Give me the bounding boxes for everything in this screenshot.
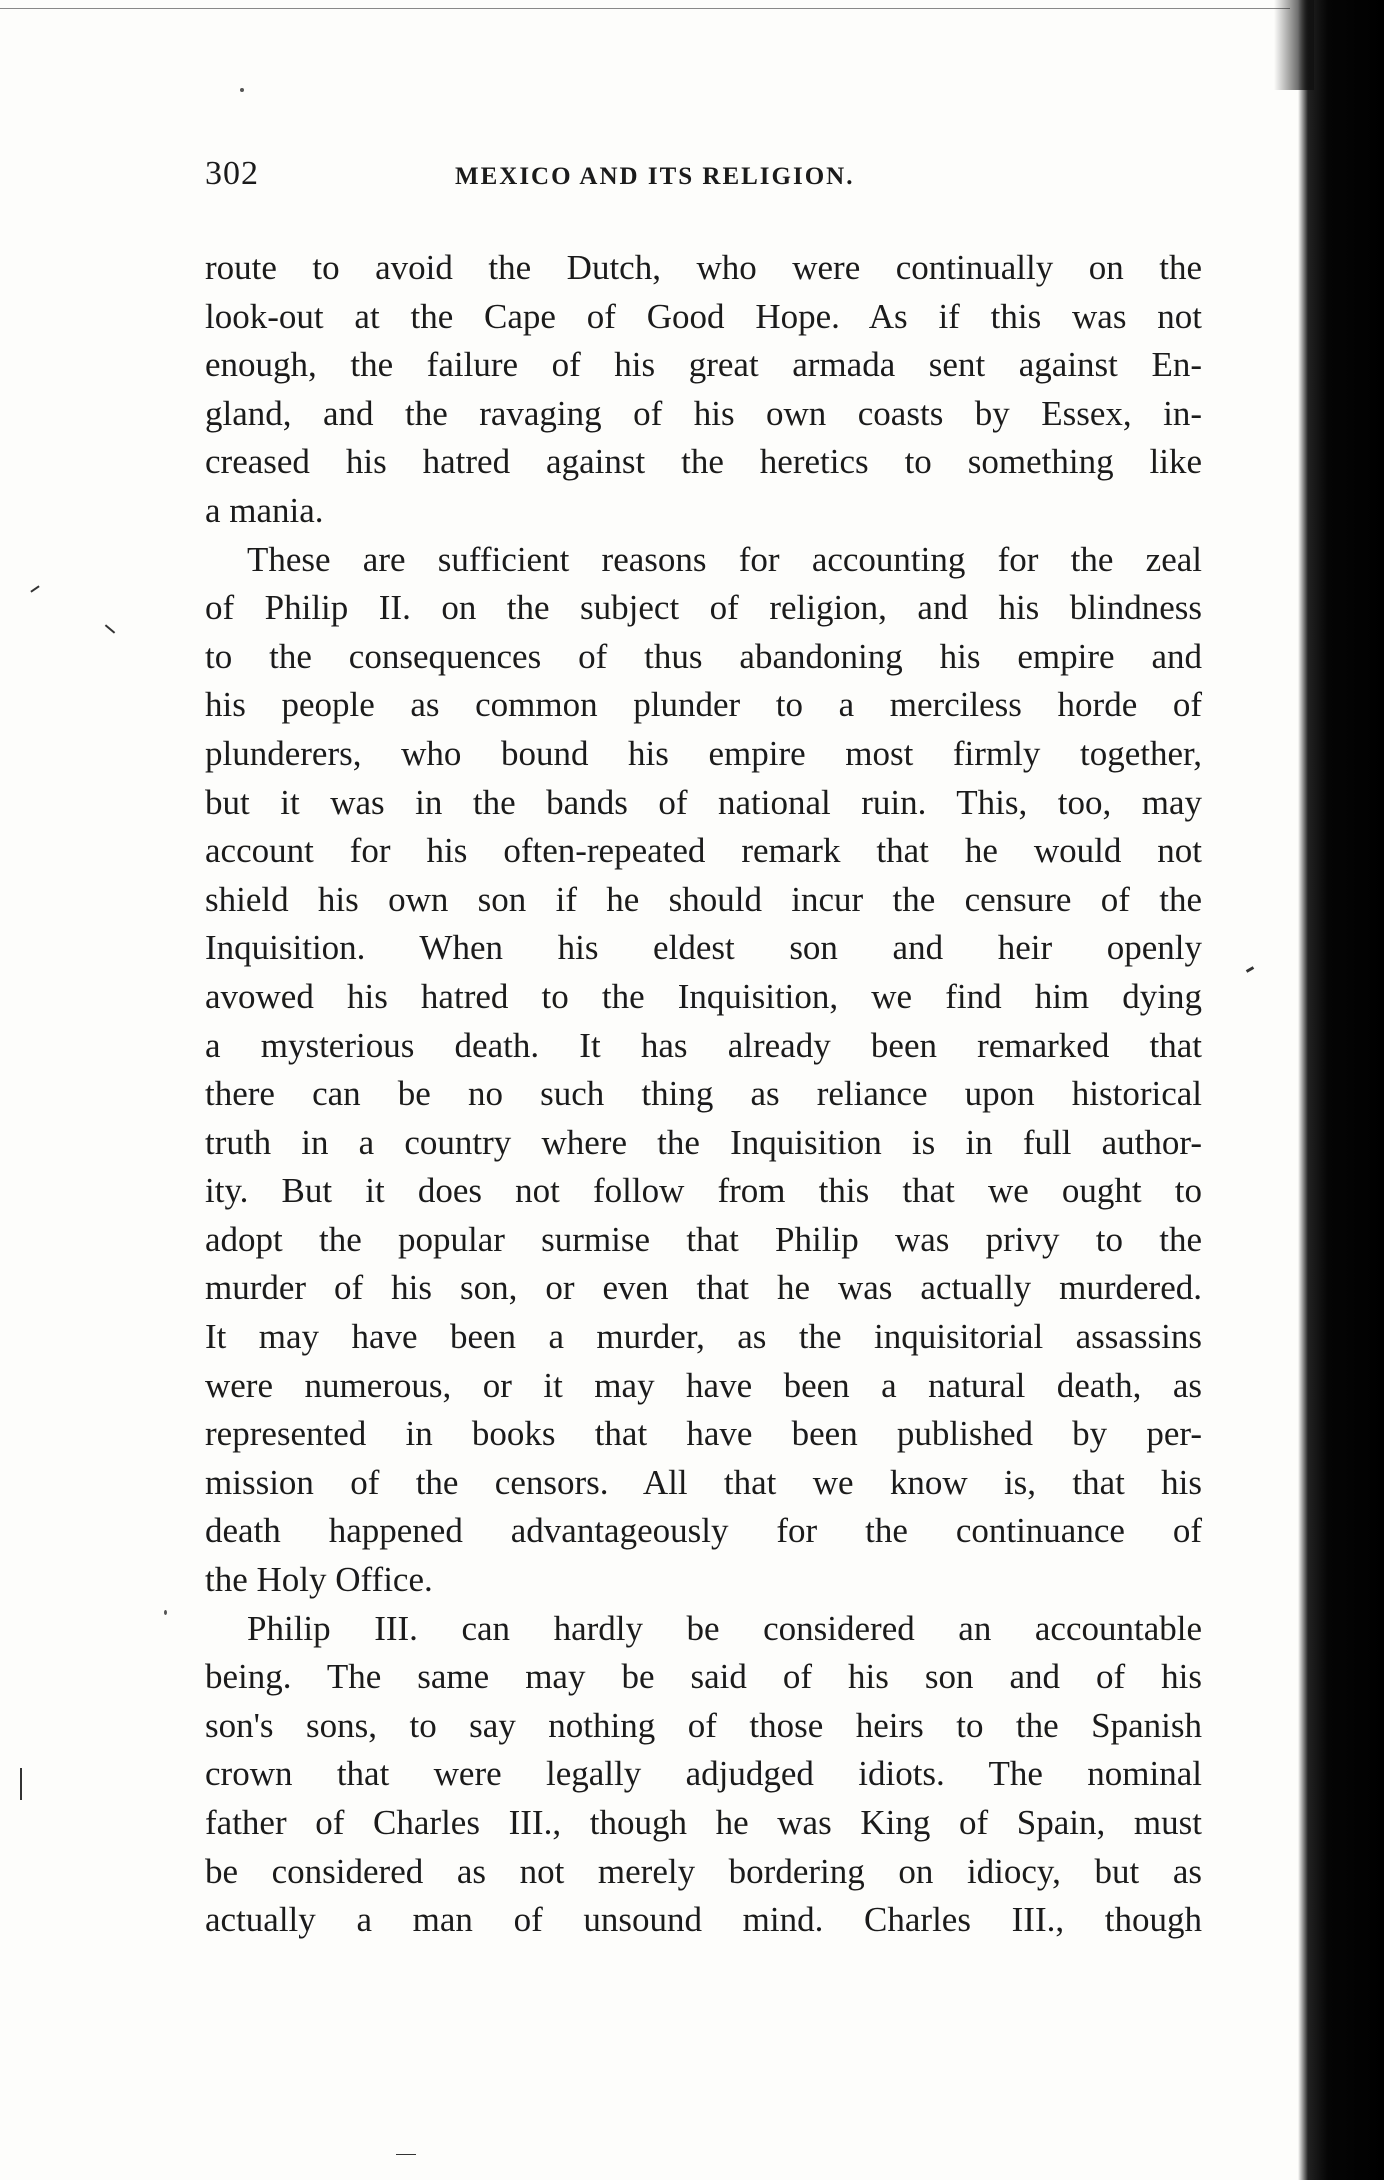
text-line: a mania.: [205, 490, 324, 530]
text-line: Philip III. can hardly be considered an accountable: [247, 1608, 1202, 1648]
binding-edge-shadow-top: [1274, 0, 1314, 90]
text-line: but it was in the bands of national ruin. This, too, may: [205, 782, 1202, 822]
text-line: be considered as not merely bordering on idiocy, but as: [205, 1851, 1202, 1891]
text-line: route to avoid the Dutch, who were continually on the: [205, 248, 1202, 287]
text-line: his people as common plunder to a merciless horde of: [205, 685, 1202, 725]
text-line: look-out at the Cape of Good Hope. As if this was not: [205, 296, 1202, 336]
text-line: represented in books that have been published by per-: [205, 1414, 1202, 1454]
text-line: avowed his hatred to the Inquisition, we find him dying: [205, 976, 1202, 1016]
text-line: were numerous, or it may have been a natural death, as: [205, 1365, 1202, 1405]
text-line: It may have been a murder, as the inquisitorial assassins: [205, 1317, 1202, 1357]
text-line: adopt the popular surmise that Philip was privy to the: [205, 1219, 1202, 1259]
scan-mark: [20, 1768, 22, 1800]
scan-mark: [30, 585, 39, 592]
text-line: death happened advantageously for the continuance of: [205, 1511, 1202, 1551]
text-line: son's sons, to say nothing of those heirs to the Spanish: [205, 1705, 1202, 1745]
scan-mark: [396, 2154, 416, 2155]
body-text: [205, 244, 1202, 1945]
text-line: father of Charles III., though he was King of Spain, must: [205, 1803, 1202, 1842]
text-line: actually a man of unsound mind. Charles III., though: [205, 1900, 1202, 1940]
scan-mark: [1246, 966, 1254, 973]
text-line: These are sufficient reasons for accounting for the zeal: [247, 539, 1202, 579]
text-line: there can be no such thing as reliance upon historical: [205, 1074, 1202, 1114]
running-title: MEXICO AND ITS RELIGION.: [455, 163, 855, 190]
binding-edge-shadow: [1298, 0, 1384, 2180]
text-line: Inquisition. When his eldest son and heir openly: [205, 928, 1202, 968]
text-line: a mysterious death. It has already been remarked that: [205, 1025, 1202, 1065]
running-head: [205, 155, 1205, 199]
text-line: ity. But it does not follow from this that we ought to: [205, 1171, 1202, 1211]
text-line: to the consequences of thus abandoning his empire and: [205, 636, 1202, 676]
text-line: of Philip II. on the subject of religion, and his blindness: [205, 588, 1202, 628]
top-edge-rule: [0, 8, 1290, 9]
text-line: being. The same may be said of his son and of his: [205, 1657, 1202, 1697]
text-line: gland, and the ravaging of his own coasts by Essex, in-: [205, 393, 1202, 433]
text-line: account for his often-repeated remark that he would not: [205, 831, 1202, 871]
text-line: the Holy Office.: [205, 1560, 433, 1600]
text-line: truth in a country where the Inquisition is in full author-: [205, 1122, 1202, 1162]
scan-speck: [164, 1610, 167, 1615]
text-line: enough, the failure of his great armada sent against En-: [205, 345, 1202, 385]
text-line: mission of the censors. All that we know is, that his: [205, 1462, 1202, 1502]
text-line: shield his own son if he should incur the censure of the: [205, 879, 1202, 919]
scan-mark: [105, 624, 115, 633]
text-line: crown that were legally adjudged idiots. The nominal: [205, 1754, 1202, 1794]
text-line: creased his hatred against the heretics to something like: [205, 442, 1202, 482]
scan-speck: [240, 88, 244, 92]
text-line: murder of his son, or even that he was actually murdered.: [205, 1268, 1202, 1308]
text-line: plunderers, who bound his empire most firmly together,: [205, 733, 1202, 773]
page-number: 302: [205, 155, 259, 192]
